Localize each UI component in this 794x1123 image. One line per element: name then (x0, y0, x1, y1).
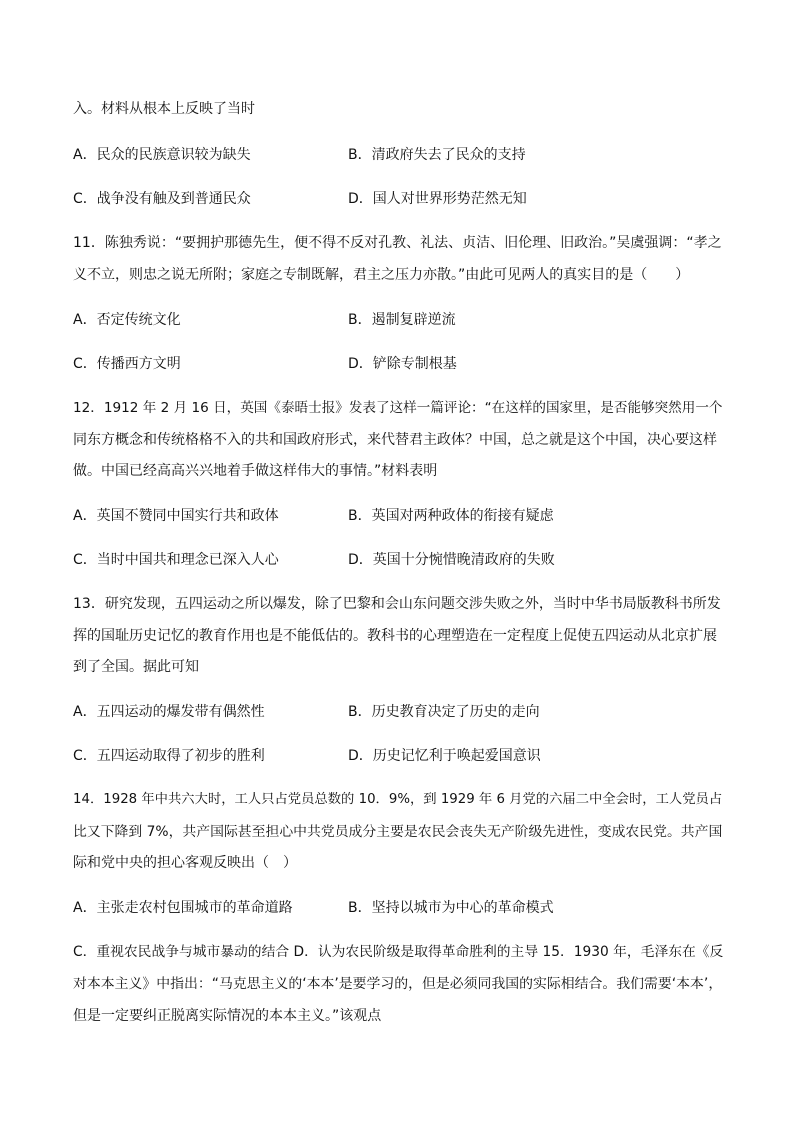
q12-option-a: A．英国不赞同中国实行共和政体 (73, 508, 279, 524)
q14-option-b: B．坚持以城市为中心的革命模式 (348, 900, 554, 916)
q13-option-b: B．历史教育决定了历史的走向 (348, 704, 540, 720)
q14-stem-line2: 比又下降到 7%，共产国际甚至担心中共党员成分主要是农民会丧失无产阶级先进性，变成农民党。共产国 (73, 824, 723, 840)
q10-option-b: B．清政府失去了民众的支持 (348, 147, 526, 163)
q15-stem-line2: 对本本主义》中指出：“马克思主义的‘本本’是要学习的，但是必须同我国的实际相结合。我们需要‘本本’， (73, 976, 723, 992)
q14-stem-line3: 际和党中央的担心客观反映出（ ） (73, 855, 297, 871)
q14-stem-line1: 14．1928 年中共六大时，工人只占党员总数的 10．9%，到 1929 年 6 月党的六届二中全会时，工人党员占 (73, 792, 723, 807)
q11-stem-line2: 义不立，则忠之说无所附；家庭之专制既解，君主之压力亦散。”由此可见两人的真实目的是（ ） (73, 267, 690, 283)
q14-option-a: A．主张走农村包围城市的革命道路 (73, 900, 293, 916)
q11-option-b: B．遏制复辟逆流 (348, 312, 456, 328)
q10-option-c: C．战争没有触及到普通民众 (73, 191, 251, 207)
q11-option-d: D．铲除专制根基 (348, 356, 457, 372)
q13-stem-line1: 13．研究发现，五四运动之所以爆发，除了巴黎和会山东问题交涉失败之外，当时中华书局版教科书所发 (73, 596, 721, 612)
q11-option-c: C．传播西方文明 (73, 356, 181, 372)
q12-stem-line3: 做。中国已经高高兴兴地着手做这样伟大的事情。”材料表明 (73, 463, 438, 479)
q13-option-c: C．五四运动取得了初步的胜利 (73, 748, 265, 764)
q10-option-d: D．国人对世界形势茫然无知 (348, 191, 527, 207)
q13-option-a: A．五四运动的爆发带有偶然性 (73, 704, 265, 720)
q10-option-a: A．民众的民族意识较为缺失 (73, 147, 251, 163)
q13-stem-line3: 到了全国。据此可知 (73, 659, 199, 675)
q11-option-a: A．否定传统文化 (73, 312, 181, 328)
q12-option-c: C．当时中国共和理念已深入人心 (73, 552, 279, 568)
q13-stem-line2: 挥的国耻历史记忆的教育作用也是不能低估的。教科书的心理塑造在一定程度上促使五四运动从北京扩展 (73, 628, 717, 644)
q12-stem-line1: 12．1912 年 2 月 16 日，英国《泰晤士报》发表了这样一篇评论：“在这样的国家里，是否能够突然用一个 (73, 400, 723, 416)
q12-option-b: B．英国对两种政体的衔接有疑虑 (348, 508, 554, 524)
q15-stem-line3: 但是一定要纠正脱离实际情况的本本主义。”该观点 (73, 1008, 382, 1024)
q14-option-cd-q15-start: C．重视农民战争与城市暴动的结合 D．认为农民阶级是取得革命胜利的主导 15．1930 年，毛泽东在《反 (73, 944, 724, 960)
q12-option-d: D．英国十分惋惜晚清政府的失败 (348, 552, 555, 568)
q12-stem-line2: 同东方概念和传统格格不入的共和国政府形式，来代替君主政体？中国，总之就是这个中国，决心要这样 (73, 432, 717, 448)
q13-option-d: D．历史记忆利于唤起爱国意识 (348, 748, 541, 764)
q11-stem-line1: 11．陈独秀说：“要拥护那德先生，便不得不反对孔教、礼法、贞洁、旧伦理、旧政治。”吴虞强调：“孝之 (73, 235, 722, 251)
q10-tail: 入。材料从根本上反映了当时 (73, 101, 255, 117)
